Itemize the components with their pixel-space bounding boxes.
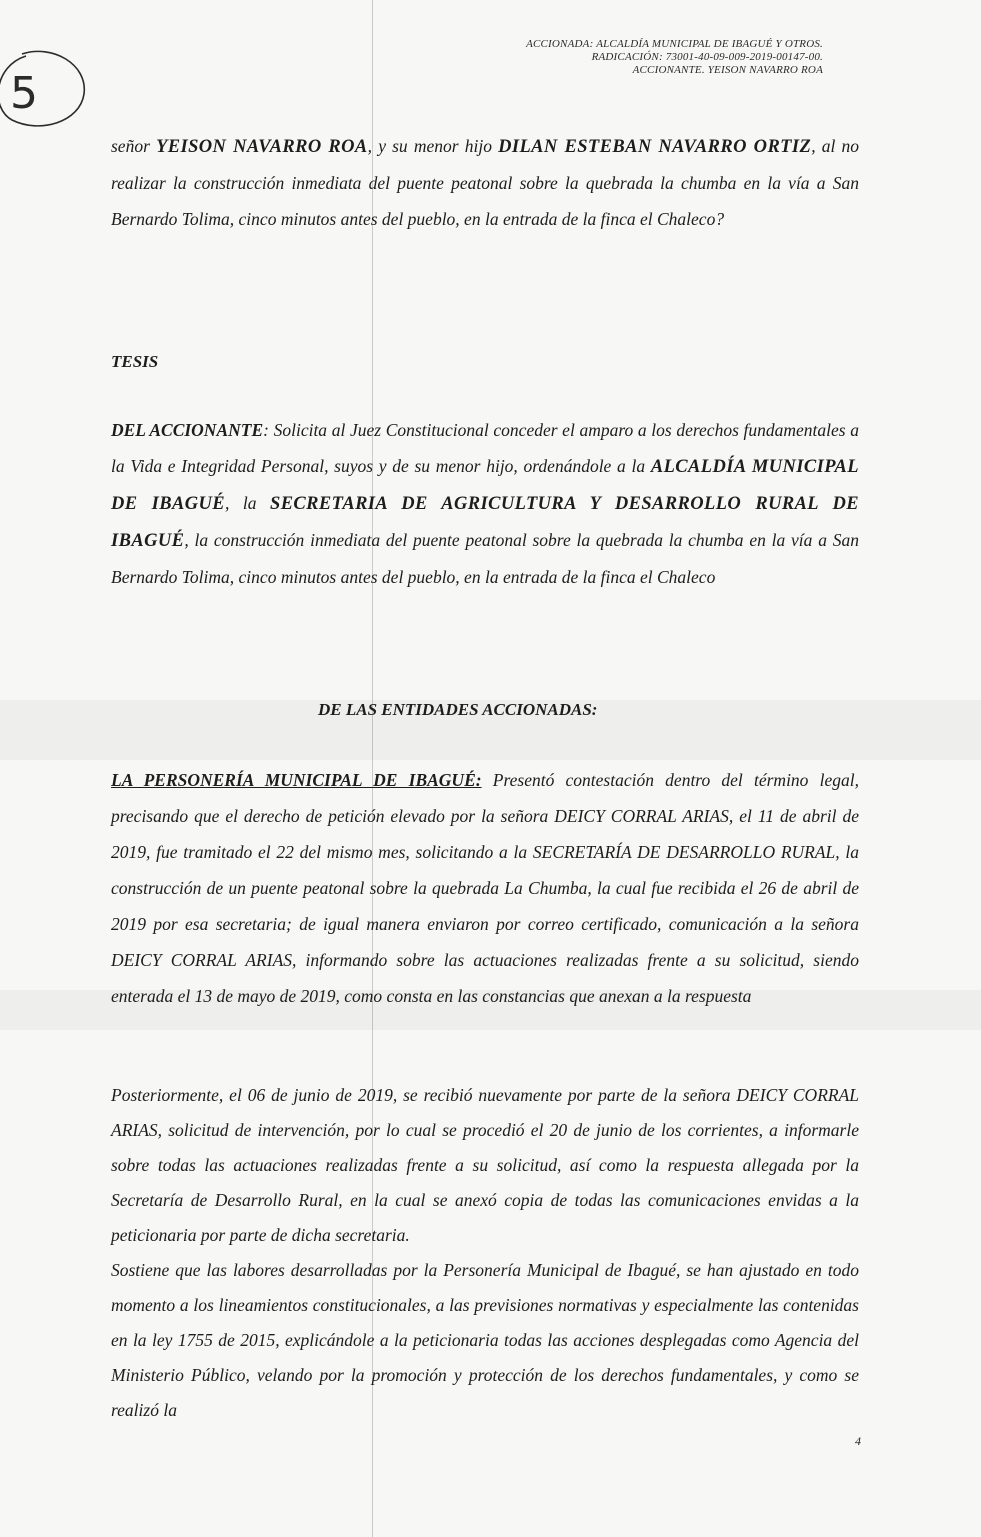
entity-alcaldia: ALCALDÍA MUNICIPAL DE IBAGUÉ <box>111 457 859 514</box>
accionante-paragraph: DEL ACCIONANTE: Solicita al Juez Constitucional conceder el amparo a los derechos fundamentales a la Vida e Integridad Personal, suyos y de su menor hijo, ordenándole a la ALCALDÍA MUNICIPAL DE IBAGUÉ, la SECRETARIA DE AGRICULTURA Y DESARROLLO RURAL DE IBAGUÉ, la construcción inmediata del puente peatonal sobre la quebrada la chumba en la vía a San Bernardo Tolima, cinco minutos antes del pueblo, en la entrada de la finca el Chaleco <box>111 420 859 587</box>
svg-text:5: 5 <box>10 68 38 119</box>
handwritten-circled-number <box>0 42 92 130</box>
name-dilan: DILAN ESTEBAN NAVARRO ORTIZ <box>498 137 812 157</box>
accionante-label: DEL ACCIONANTE <box>111 420 264 440</box>
header-accionada: ACCIONADA: ALCALDÍA MUNICIPAL DE IBAGUÉ Y OTROS. <box>526 38 823 50</box>
header-radicacion: RADICACIÓN: 73001-40-09-009-2019-00147-00. <box>591 51 823 63</box>
entity-secretaria: SECRETARIA DE AGRICULTURA Y DESARROLLO RURAL DE IBAGUÉ <box>111 494 859 551</box>
page-number: 4 <box>855 1434 861 1448</box>
name-yeison: YEISON NAVARRO ROA <box>156 137 368 157</box>
tesis-heading: TESIS <box>111 352 159 371</box>
sostiene-paragraph: Sostiene que las labores desarrolladas por la Personería Municipal de Ibagué, se han ajustado en todo momento a los lineamientos constitucionales, a las previsiones normativas y especialmente las contenidas en la ley 1755 de 2015, explicándole a la peticionaria todas las acciones desplegadas como Agencia del Ministerio Público, velando por la promoción y protección de los derechos fundamentales, y como se realizó la <box>111 1260 859 1420</box>
header-accionante: ACCIONANTE. YEISON NAVARRO ROA <box>632 64 823 76</box>
intro-paragraph: señor YEISON NAVARRO ROA, y su menor hijo DILAN ESTEBAN NAVARRO ORTIZ, al no realizar la construcción inmediata del puente peatonal sobre la quebrada la chumba en la vía a San Bernardo Tolima, cinco minutos antes del pueblo, en la entrada de la finca el Chaleco? <box>111 136 859 229</box>
entidades-heading: DE LAS ENTIDADES ACCIONADAS: <box>318 700 598 719</box>
personeria-label: LA PERSONERÍA MUNICIPAL DE IBAGUÉ: <box>111 770 482 790</box>
posteriormente-paragraph: Posteriormente, el 06 de junio de 2019, se recibió nuevamente por parte de la señora DEICY CORRAL ARIAS, solicitud de intervención, por lo cual se procedió el 20 de junio de los corrientes, a informarle sobre todas las actuaciones realizadas frente a su solicitud, así como la respuesta allegada por la Secretaría de Desarrollo Rural, en la cual se anexó copia de todas las comunicaciones envidas a la peticionaria por parte de dicha secretaria. <box>111 1085 859 1245</box>
case-header <box>526 38 823 77</box>
personeria-paragraph: LA PERSONERÍA MUNICIPAL DE IBAGUÉ: Presentó contestación dentro del término legal, precisando que el derecho de petición elevado por la señora DEICY CORRAL ARIAS, el 11 de abril de 2019, fue tramitado el 22 del mismo mes, solicitando a la SECRETARÍA DE DESARROLLO RURAL, la construcción de un puente peatonal sobre la quebrada La Chumba, la cual fue recibida el 26 de abril de 2019 por esa secretaria; de igual manera enviaron por correo certificado, comunicación a la señora DEICY CORRAL ARIAS, informando sobre las actuaciones realizadas frente a su solicitud, siendo enterada el 13 de mayo de 2019, como consta en las constancias que anexan a la respuesta <box>111 770 860 1006</box>
